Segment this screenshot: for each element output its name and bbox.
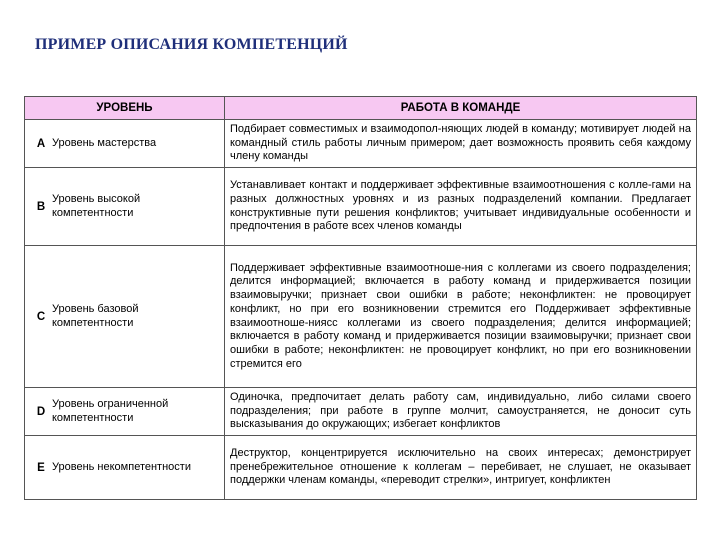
competency-table xyxy=(24,96,697,500)
table-row xyxy=(25,246,697,388)
level-name: Уровень ограниченной компетентности xyxy=(52,398,169,424)
teamwork-description: Одиночка, предпочитает делать работу сам, индивидуально, либо силами своего подразделения; при работе в группе молчит, самоустраняется, не доносит суть высказывания до окружающих; избегает конфликтов xyxy=(225,388,697,436)
level-cell xyxy=(25,246,225,388)
table-header-row xyxy=(25,97,697,120)
table-row xyxy=(25,388,697,436)
teamwork-description: Деструктор, концентрируется исключительно на своих интересах; демонстрирует пренебрежительное отношение к коллегам – перебивает, не слушает, не оказывает поддержки членам команды, «переводит стрелки», интригует, конфликтен xyxy=(225,436,697,500)
level-code: E xyxy=(37,461,45,474)
header-level: УРОВЕНЬ xyxy=(25,97,225,120)
table-row xyxy=(25,120,697,168)
level-name: Уровень высокой компетентности xyxy=(52,193,141,219)
level-code: C xyxy=(36,310,46,323)
level-cell xyxy=(25,120,225,168)
level-name: Уровень некомпетентности xyxy=(52,460,191,473)
level-cell xyxy=(25,168,225,246)
header-teamwork: РАБОТА В КОМАНДЕ xyxy=(225,97,697,120)
level-code: B xyxy=(36,200,46,213)
teamwork-description: Устанавливает контакт и поддерживает эффективные взаимоотношения с колле-гами на разных должностных уровнях и из разных подразделений компании. Предлагает конструктивные пути решения конфликтов; учитывает индивидуальные особенности и предпочтения в работе всех членов команды xyxy=(225,168,697,246)
level-cell xyxy=(25,436,225,500)
table-row xyxy=(25,168,697,246)
table-row xyxy=(25,436,697,500)
page-title: ПРИМЕР ОПИСАНИЯ КОМПЕТЕНЦИЙ xyxy=(35,36,348,53)
level-name: Уровень мастерства xyxy=(52,136,157,149)
level-name: Уровень базовой компетентности xyxy=(52,303,139,329)
level-cell xyxy=(25,388,225,436)
level-code: D xyxy=(36,405,46,418)
teamwork-description: Подбирает совместимых и взаимодопол-няющих людей в команду; мотивирует людей на командный стиль работы личным примером; дает возможность проявить себя каждому члену команды xyxy=(225,120,697,168)
teamwork-description: Поддерживает эффективные взаимоотноше-ния с коллегами из своего подразделения; делится информацией; включается в работу команд и придерживается позиции взаимовыручки; признает свои ошибки в работе; неконфликтен: не провоцирует конфликт, но при его возникновении стремится его Поддерживает эффективные взаимоотноше-ниясс коллегами из своего подразделения; делится информацией; включается в работу команд и придерживается позиции взаимовыручки; признает свои ошибки в работе; неконфликтен: не провоцирует конфликт, но при его возникновении стремится его xyxy=(225,246,697,388)
level-code: A xyxy=(36,137,46,150)
